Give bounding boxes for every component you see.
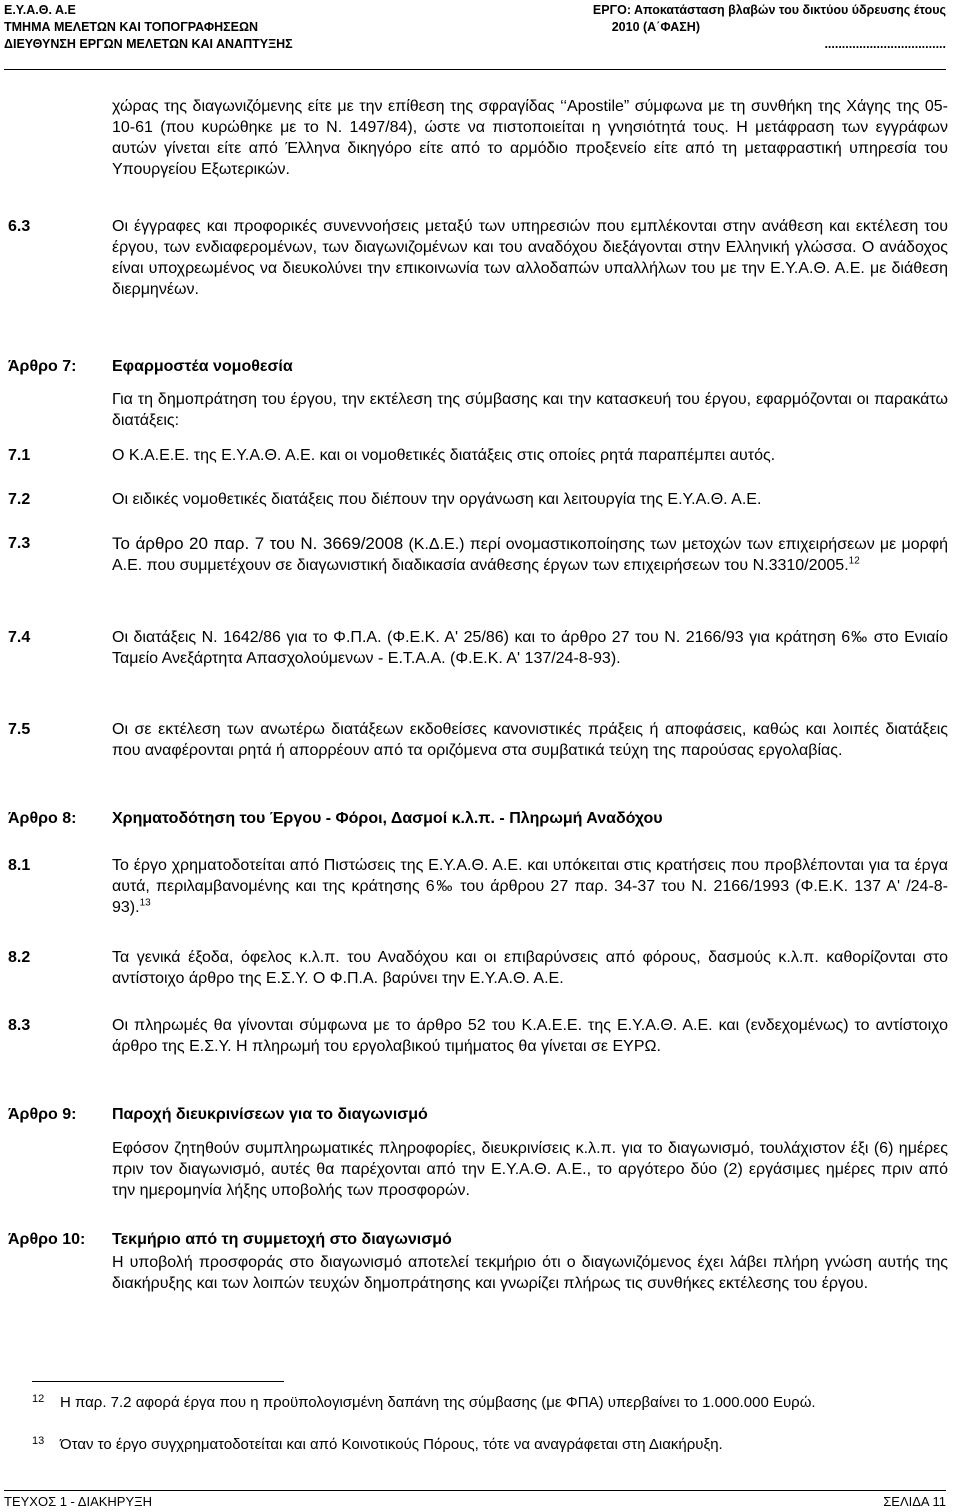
footnote-13-number: 13 — [32, 1435, 45, 1447]
article-10-title: Τεκμήριο από τη συμμετοχή στο διαγωνισμό — [112, 1231, 452, 1248]
section-7-4-text: Οι διατάξεις Ν. 1642/86 για το Φ.Π.Α. (Φ.Ε.Κ. Α' 25/86) και το άρθρο 27 του Ν. 2166/93 για κράτηση 6‰ στο Ενιαίο Ταμείο Ανεξάρτητα Απασχολούμενων - Ε.Τ.Α.Α. (Φ.Ε.Κ. Α' 137/24-8-93). — [112, 629, 948, 667]
section-number-8-2: 8.2 — [8, 949, 31, 966]
section-number-7-4: 7.4 — [8, 629, 31, 646]
section-number-7-3: 7.3 — [8, 535, 31, 552]
footer-divider — [4, 1490, 946, 1491]
article-7-title: Εφαρμοστέα νομοθεσία — [112, 358, 293, 375]
article-10-label: Άρθρο 10: — [8, 1231, 86, 1248]
footnote-ref-12: 12 — [848, 555, 860, 567]
section-8-1-body: Το έργο χρηματοδοτείται από Πιστώσεις της Ε.Υ.Α.Θ. Α.Ε. και υπόκειται στις κρατήσεις που προβλέπονται για τα έργα αυτά, περιλαμβανομένης και της κράτησης 6‰ του άρθρου 27 παρ. 34-37 του Ν. 2166/1993 (Φ.Ε.Κ. 137 Α' /24-8-93). — [112, 857, 948, 916]
section-8-3-text: Οι πληρωμές θα γίνονται σύμφωνα με το άρθρο 52 του Κ.Α.Ε.Ε. της Ε.Υ.Α.Θ. Α.Ε. και (ενδεχομένως) το αντίστοιχο άρθρο της Ε.Σ.Υ. Η πληρωμή του εργολαβικού τιμήματος θα γίνεται σε ΕΥΡΩ. — [112, 1017, 948, 1055]
section-8-1-text — [112, 855, 948, 918]
header-dots: ................................... — [824, 37, 946, 51]
header-row-3 — [4, 36, 946, 53]
header-org: Ε.Υ.Α.Θ. Α.Ε — [4, 3, 76, 17]
section-number-8-1: 8.1 — [8, 857, 31, 874]
header-row-2 — [4, 19, 946, 36]
footer-page-number: ΣΕΛΙΔΑ 11 — [883, 1494, 946, 1509]
section-6-3-text: Οι έγγραφες και προφορικές συνεννοήσεις μεταξύ των υπηρεσιών που εμπλέκονται στην ανάθεση και εκτέλεση του έργου, των ενδιαφερομένων, των διαγωνιζομένων και του αναδόχου διεξάγονται στην Ελληνική γλώσσα. Ο ανάδοχος είναι υποχρεωμένος να διευκολύνει την επικοινωνία των αλλοδαπών υπαλλήλων του με την Ε.Υ.Α.Θ. Α.Ε. με διάθεση διερμηνέων. — [112, 218, 948, 298]
section-number-6-3: 6.3 — [8, 218, 31, 235]
section-number-7-5: 7.5 — [8, 721, 31, 738]
section-7-3-body: (Κ.Δ.Ε.) περί ονομαστικοποίησης των μετοχών των επιχειρήσεων με μορφή Α.Ε. που συμμετέχουν σε διαγωνιστική διαδικασία ανάθεσης έργων των επιχειρήσεων του Ν.3310/2005. — [112, 536, 948, 574]
page-footer — [4, 1494, 946, 1509]
article-7-label: Άρθρο 7: — [8, 358, 77, 375]
header-divider — [4, 69, 946, 70]
article-7-intro: Για τη δημοπράτηση του έργου, την εκτέλεση της σύμβασης και την κατασκευή του έργου, εφαρμόζονται οι παρακάτω διατάξεις: — [112, 391, 948, 429]
article-9-label: Άρθρο 9: — [8, 1106, 77, 1123]
section-number-7-2: 7.2 — [8, 491, 31, 508]
footnote-divider — [32, 1381, 284, 1382]
section-7-5-text: Οι σε εκτέλεση των ανωτέρω διατάξεων εκδοθείσες κανονιστικές πράξεις ή αποφάσεις, καθώς και λοιπές διατάξεις που αναφέρονται ρητά ή απορρέουν από τα οριζόμενα στα συμβατικά τεύχη της παρούσας εργολαβίας. — [112, 721, 948, 759]
section-7-3-text — [112, 533, 948, 576]
article-8-label: Άρθρο 8: — [8, 810, 77, 827]
article-9-title: Παροχή διευκρινίσεων για το διαγωνισμό — [112, 1106, 428, 1123]
section-8-2-text: Τα γενικά έξοδα, όφελος κ.λ.π. του Αναδόχου και οι επιβαρύνσεις από φόρους, δασμούς κ.λ.π. καθορίζονται στο αντίστοιχο άρθρο της Ε.Σ.Υ. Ο Φ.Π.Α. βαρύνει την Ε.Υ.Α.Θ. Α.Ε. — [112, 949, 948, 987]
section-number-8-3: 8.3 — [8, 1017, 31, 1034]
article-8-title: Χρηματοδότηση του Έργου - Φόροι, Δασμοί κ.λ.π. - Πληρωμή Αναδόχου — [112, 810, 663, 827]
footnote-12-text: Η παρ. 7.2 αφορά έργα που η προϋπολογισμένη δαπάνη της σύμβασης (με ΦΠΑ) υπερβαίνει το 1.000.000 Ευρώ. — [60, 1394, 816, 1411]
intro-paragraph: χώρας της διαγωνιζόμενης είτε με την επίθεση της σφραγίδας ‘‘Apostile” σύμφωνα με τη συνθήκη της Χάγης της 05-10-61 (που κυρώθηκε με το Ν. 1497/84), ώστε να πιστοποιείται η γνησιότητά τους. Η μετάφραση των εγγράφων αυτών γίνεται είτε από Έλληνα δικηγόρο είτε από το αρμόδιο προξενείο είτε από τη μεταφραστική υπηρεσία του Υπουργείου Εξωτερικών. — [112, 98, 948, 178]
header-department: ΤΜΗΜΑ ΜΕΛΕΤΩΝ ΚΑΙ ΤΟΠΟΓΡΑΦΗΣΕΩΝ — [4, 20, 259, 34]
section-7-2-text: Οι ειδικές νομοθετικές διατάξεις που διέπουν την οργάνωση και λειτουργία της Ε.Υ.Α.Θ. Α.Ε. — [112, 491, 762, 508]
footnote-ref-13: 13 — [139, 897, 151, 909]
header-project-year: 2010 (Α΄ΦΑΣΗ) — [611, 20, 700, 34]
article-9-text: Εφόσον ζητηθούν συμπληρωματικές πληροφορίες, διευκρινίσεις κ.λ.π. για το διαγωνισμό, τουλάχιστον έξι (6) ημέρες πριν τον διαγωνισμό, αυτές θα παρέχονται από την Ε.Υ.Α.Θ. Α.Ε., το αργότερο δύο (2) εργάσιμες ημέρες πριν από την ημερομηνία λήξης υποβολής των προσφορών. — [112, 1140, 948, 1199]
article-10-text: Η υποβολή προσφοράς στο διαγωνισμό αποτελεί τεκμήριο ότι ο διαγωνιζόμενος έχει λάβει πλήρη γνώση αυτής της διακήρυξης και των λοιπών τευχών δημοπράτησης και γνωρίζει πλήρως τις συνθήκες εκτέλεσης του έργου. — [112, 1254, 948, 1292]
header-row-1 — [4, 2, 946, 19]
section-7-3-lead: Το άρθρο 20 παρ. 7 του Ν. 3669/2008 — [112, 534, 404, 553]
section-7-1-text: Ο Κ.Α.Ε.Ε. της Ε.Υ.Α.Θ. Α.Ε. και οι νομοθετικές διατάξεις στις οποίες ρητά παραπέμπει αυτός. — [112, 447, 776, 464]
header-directorate: ΔΙΕΥΘΥΝΣΗ ΕΡΓΩΝ ΜΕΛΕΤΩΝ ΚΑΙ ΑΝΑΠΤΥΞΗΣ — [4, 37, 293, 51]
page-header — [4, 2, 946, 53]
footnote-13-text: Όταν το έργο συγχρηματοδοτείται και από Κοινοτικούς Πόρους, τότε να αναγράφεται στη Διακήρυξη. — [60, 1436, 723, 1453]
footnote-12-number: 12 — [32, 1393, 45, 1405]
header-project-title: ΕΡΓΟ: Αποκατάσταση βλαβών του δικτύου ύδρευσης έτους — [592, 3, 946, 17]
footer-document-label: ΤΕΥΧΟΣ 1 - ΔΙΑΚΗΡΥΞΗ — [4, 1494, 152, 1509]
section-number-7-1: 7.1 — [8, 447, 31, 464]
